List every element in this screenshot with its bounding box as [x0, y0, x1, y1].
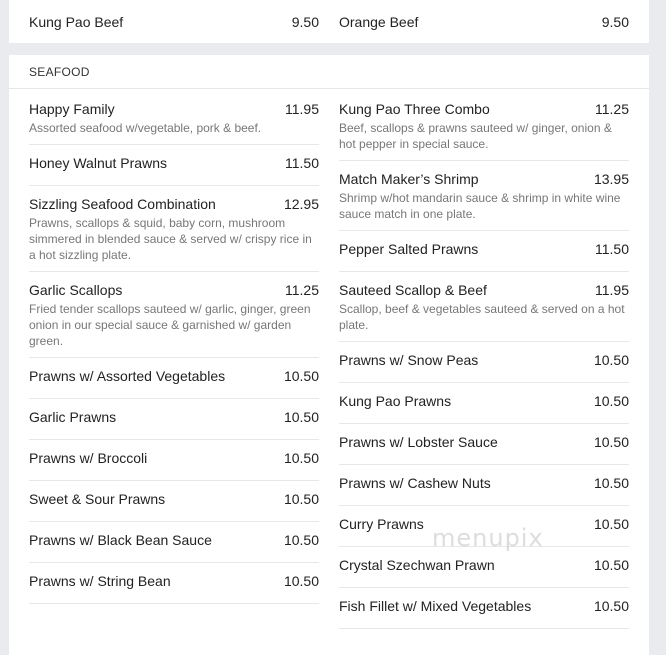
- watermark-logo: menupix: [432, 524, 544, 552]
- item-price: 11.50: [595, 241, 629, 257]
- previous-section-card: [9, 0, 649, 43]
- menu-item[interactable]: [29, 272, 319, 358]
- menu-item[interactable]: [29, 399, 319, 440]
- item-price: 10.50: [283, 532, 319, 548]
- item-name: Prawns w/ Black Bean Sauce: [29, 532, 212, 548]
- item-name: Prawns w/ Cashew Nuts: [339, 475, 491, 491]
- item-header: [29, 196, 319, 212]
- item-price: 10.50: [283, 573, 319, 589]
- item-name: Garlic Prawns: [29, 409, 117, 425]
- menu-item[interactable]: [29, 91, 319, 145]
- item-price: 10.50: [283, 368, 319, 384]
- menu-item[interactable]: [339, 231, 629, 272]
- item-header: [339, 434, 629, 450]
- menu-item[interactable]: [29, 145, 319, 186]
- menu-item[interactable]: [29, 440, 319, 481]
- item-header: [29, 573, 319, 589]
- item-header: [339, 516, 629, 532]
- item-price: 10.50: [283, 409, 319, 425]
- menu-item[interactable]: [339, 424, 629, 465]
- item-name: Pepper Salted Prawns: [339, 241, 479, 257]
- menu-item[interactable]: [29, 481, 319, 522]
- item-header: [29, 491, 319, 507]
- item-name: Kung Pao Prawns: [339, 393, 452, 409]
- item-price: 10.50: [593, 434, 629, 450]
- item-name: Sweet & Sour Prawns: [29, 491, 166, 507]
- menu-item[interactable]: [29, 358, 319, 399]
- item-header: [29, 155, 319, 171]
- menu-item[interactable]: [339, 465, 629, 506]
- item-name: Kung Pao Three Combo: [339, 101, 490, 117]
- item-header: [339, 557, 629, 573]
- item-name: Curry Prawns: [339, 516, 424, 532]
- item-price: 10.50: [283, 491, 319, 507]
- top-left-column: [29, 0, 319, 43]
- menu-item[interactable]: [29, 563, 319, 604]
- section-title: SEAFOOD: [9, 55, 649, 89]
- item-price: 10.50: [283, 450, 319, 466]
- item-price: 11.25: [285, 282, 319, 298]
- item-header: [339, 475, 629, 491]
- item-price: 12.95: [283, 196, 319, 212]
- item-name: Prawns w/ Broccoli: [29, 450, 148, 466]
- item-price: 13.95: [593, 171, 629, 187]
- item-price: 9.50: [601, 14, 629, 30]
- item-description: Scallop, beef & vegetables sauteed & served on a hot plate.: [339, 302, 625, 332]
- top-right-column: [339, 0, 629, 43]
- item-price: 11.50: [285, 155, 319, 171]
- item-name: Prawns w/ String Bean: [29, 573, 171, 589]
- menu-item[interactable]: [29, 522, 319, 563]
- menu-item[interactable]: [339, 272, 629, 342]
- item-header: [339, 241, 629, 257]
- item-name: Fish Fillet w/ Mixed Vegetables: [339, 598, 532, 614]
- menu-item[interactable]: [29, 0, 319, 43]
- item-header: [29, 101, 319, 117]
- menu-item[interactable]: [339, 161, 629, 231]
- item-header: [29, 409, 319, 425]
- item-header: [339, 171, 629, 187]
- item-name: Kung Pao Beef: [29, 14, 124, 30]
- item-header: [29, 282, 319, 298]
- right-menu-column: [339, 91, 629, 629]
- item-price: 11.95: [595, 282, 629, 298]
- item-header: [29, 368, 319, 384]
- item-header: [339, 101, 629, 117]
- item-price: 10.50: [593, 516, 629, 532]
- item-header: [29, 450, 319, 466]
- item-name: Orange Beef: [339, 14, 419, 30]
- item-price: 11.25: [595, 101, 629, 117]
- item-name: Prawns w/ Lobster Sauce: [339, 434, 498, 450]
- item-description: Fried tender scallops sauteed w/ garlic, ginger, green onion in our special sauce & garnished w/ garden green.: [29, 302, 311, 348]
- item-description: Beef, scallops & prawns sauteed w/ ginger, onion & hot pepper in special sauce.: [339, 121, 612, 151]
- menu-item[interactable]: [339, 588, 629, 629]
- item-name: Prawns w/ Snow Peas: [339, 352, 479, 368]
- item-price: 10.50: [593, 393, 629, 409]
- item-header: [339, 352, 629, 368]
- item-header: [339, 598, 629, 614]
- left-menu-column: [29, 91, 319, 604]
- menu-item[interactable]: [339, 383, 629, 424]
- menu-item[interactable]: [29, 186, 319, 272]
- item-header: [339, 282, 629, 298]
- menu-item[interactable]: [339, 342, 629, 383]
- item-name: Match Maker’s Shrimp: [339, 171, 479, 187]
- item-price: 10.50: [593, 475, 629, 491]
- item-name: Honey Walnut Prawns: [29, 155, 167, 171]
- item-price: 10.50: [593, 352, 629, 368]
- menu-item[interactable]: [339, 506, 629, 547]
- item-name: Sauteed Scallop & Beef: [339, 282, 487, 298]
- item-description: Prawns, scallops & squid, baby corn, mushroom simmered in blended sauce & served w/ crispy rice in a hot sizzling plate.: [29, 216, 312, 262]
- item-name: Crystal Szechwan Prawn: [339, 557, 495, 573]
- item-name: Happy Family: [29, 101, 115, 117]
- seafood-section-card: [9, 55, 649, 655]
- item-price: 10.50: [593, 598, 629, 614]
- item-price: 9.50: [291, 14, 319, 30]
- item-name: Garlic Scallops: [29, 282, 123, 298]
- item-name: Sizzling Seafood Combination: [29, 196, 216, 212]
- item-name: Prawns w/ Assorted Vegetables: [29, 368, 226, 384]
- item-header: [29, 532, 319, 548]
- item-description: Assorted seafood w/vegetable, pork & beef.: [29, 121, 262, 135]
- item-header: [339, 393, 629, 409]
- menu-item[interactable]: [339, 91, 629, 161]
- menu-item[interactable]: [339, 547, 629, 588]
- item-price: 11.95: [285, 101, 319, 117]
- item-description: Shrimp w/hot mandarin sauce & shrimp in white wine sauce match in one plate.: [339, 191, 621, 221]
- item-price: 10.50: [593, 557, 629, 573]
- menu-item[interactable]: [339, 0, 629, 43]
